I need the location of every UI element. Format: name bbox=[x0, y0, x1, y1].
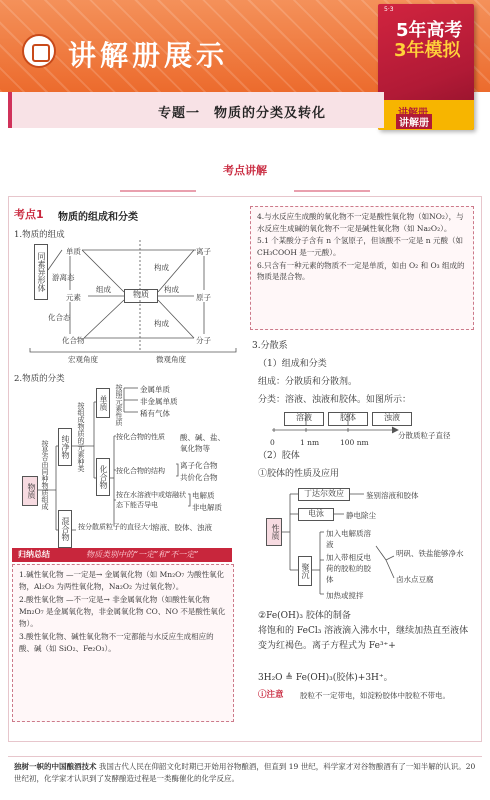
s3-sub1: （1）组成和分类 bbox=[258, 359, 327, 369]
footer-text: 我国古代人民在仰韶文化时期已开始用谷物酿酒，但直到 19 世纪，科学家才对谷物酿酒有了一知半解的认识。20 世纪初，化学家才认识到了发酵酿造过程是一类酶催化的化学反应。 bbox=[14, 762, 476, 783]
s1-huahewu: 化合物 bbox=[62, 336, 85, 345]
tick-2: 100 nm bbox=[340, 438, 369, 447]
note-box bbox=[250, 206, 474, 330]
s1-tong: 同素异形体 bbox=[34, 244, 48, 300]
s1-goucheng3: 构成 bbox=[154, 319, 169, 328]
s1-wuzhi: 物质 bbox=[124, 289, 158, 303]
scale-jiaoti: 胶体 bbox=[328, 412, 368, 426]
book-cover-image bbox=[378, 4, 474, 130]
app-coag-1: 明矾、铁盐能够净水 bbox=[396, 549, 464, 558]
s1-huahe: 化合态 bbox=[48, 313, 71, 322]
s3-sub22: ②Fe(OH)₃ 胶体的制备 bbox=[258, 611, 351, 621]
banner-title: 讲解册展示 bbox=[68, 39, 229, 72]
book-title-2: 3年模拟 bbox=[394, 40, 461, 61]
coag-1: 加入电解质溶液 bbox=[326, 529, 371, 549]
s3-title: 3.分散系 bbox=[252, 341, 288, 351]
s1-weiguan: 微观角度 bbox=[156, 355, 186, 364]
s2-h1: 酸、碱、盐、氧化物等 bbox=[180, 433, 225, 453]
s2-h2l: 按化合物的结构 bbox=[116, 467, 165, 475]
note-p2: 5.1 个某酸分子含有 n 个氢原子，但该酸不一定是 n 元酸（如 CH₃COOH 是一元酸）。 bbox=[257, 236, 464, 257]
book-title-1: 5年高考 bbox=[396, 20, 463, 41]
s2-d2: 非金属单质 bbox=[140, 397, 178, 406]
kaodian-title: 物质的组成和分类 bbox=[58, 212, 138, 223]
s1-lizi: 离子 bbox=[196, 247, 211, 256]
s3-line2: 分类：溶液、浊液和胶体。如图所示： bbox=[258, 395, 412, 405]
tick-0: 0 bbox=[270, 438, 275, 447]
prop-tyndall: 丁达尔效应 bbox=[298, 488, 350, 501]
s2-h3l: 按在水溶液中或熔融状态下能否导电 bbox=[116, 491, 186, 509]
coag-2: 加入带相反电荷的胶粒的胶体 bbox=[326, 553, 371, 584]
attention-text: 注意 bbox=[266, 690, 284, 700]
s1-fenzi: 分子 bbox=[196, 336, 211, 345]
s3-sub21: ①胶体的性质及应用 bbox=[258, 469, 340, 479]
note-p1: 4.与水反应生成酸的氧化物不一定是酸性氧化物（如NO₂），与水反应生成碱的氧化物不一定是碱性氧化物（如 Na₂O₂）。 bbox=[257, 212, 464, 233]
footer-title: 独树一帜的中国酿酒技术 bbox=[14, 762, 97, 771]
divider-left bbox=[120, 190, 196, 192]
s1-yuansu: 元素 bbox=[66, 293, 81, 302]
summary-box bbox=[12, 564, 234, 722]
s1-goucheng2: 构成 bbox=[154, 263, 169, 272]
s2-h4: 溶液、胶体、浊液 bbox=[152, 523, 212, 532]
topic-title: 专题一 物质的分类及转化 bbox=[158, 106, 327, 121]
footer bbox=[8, 756, 482, 792]
s1-goucheng1: 构成 bbox=[164, 285, 179, 294]
app-coag-2: 卤水点豆腐 bbox=[396, 575, 434, 584]
book-seal-icon bbox=[22, 34, 56, 68]
s3-sub2: （2）胶体 bbox=[258, 451, 300, 461]
s2-root: 物质 bbox=[22, 476, 38, 506]
s1-hongguan: 宏观角度 bbox=[68, 355, 98, 364]
s2-h4l: 按分散质粒子的直径大小 bbox=[78, 523, 155, 531]
kaodian-label: 考点1 bbox=[14, 208, 44, 221]
s2-h3a: 电解质 bbox=[192, 491, 215, 500]
colloid-root: 性质 bbox=[266, 518, 282, 546]
s2-d1: 金属单质 bbox=[140, 385, 170, 394]
s3-prep: 将饱和的 FeCl₃ 溶液滴入沸水中，继续加热直至液体变为红褐色。离子方程式为 Fe³⁺+ bbox=[258, 626, 469, 652]
s1-youli: 游离态 bbox=[52, 273, 75, 282]
summary-p3: 3.酸性氧化物、碱性氧化物不一定都能与水反应生成相应的酸、碱（如 SiO₂、Fe₂O₃）。 bbox=[19, 632, 214, 653]
attention-icon: ⓘ bbox=[258, 690, 267, 700]
prop-coagulation: 聚沉 bbox=[298, 556, 312, 586]
s2-danzhi: 单质 bbox=[96, 388, 110, 418]
s3-line1: 组成：分散质和分散剂。 bbox=[258, 377, 358, 387]
s1-yuanzi: 原子 bbox=[196, 293, 211, 302]
scale-zhuoye: 浊液 bbox=[372, 412, 412, 426]
s1-zucheng1: 组成 bbox=[96, 285, 111, 294]
s2-anxingzhi: 按照元素性质 bbox=[115, 384, 123, 426]
s2-d3: 稀有气体 bbox=[140, 409, 170, 418]
s2-title: 2.物质的分类 bbox=[14, 374, 65, 384]
s2-anshifou: 按是否由同种物质组成 bbox=[41, 440, 49, 510]
note-p3: 6.只含有一种元素的物质不一定是单质，如由 O₂ 和 O₃ 组成的物质是混合物。 bbox=[257, 260, 465, 282]
s1-dan: 单质 bbox=[66, 247, 81, 256]
attention-label bbox=[258, 688, 284, 700]
s2-h1l: 按化合物的性质 bbox=[116, 433, 165, 441]
app-tyndall: 鉴别溶液和胶体 bbox=[366, 491, 419, 500]
s1-title: 1.物质的组成 bbox=[14, 230, 65, 240]
s2-chun: 纯净物 bbox=[58, 428, 72, 466]
s2-hun: 混合物 bbox=[58, 510, 72, 548]
s2-h2b: 共价化合物 bbox=[180, 473, 218, 482]
summary-p1: 1.碱性氧化物 —一定是→ 金属氧化物（如 Mn₂O₇ 为酸性氧化物，Al₂O₃ 为两性氧化物，Na₂O₂ 为过氧化物）。 bbox=[19, 570, 225, 591]
s2-anzucheng: 按组成物质的元素种类 bbox=[77, 402, 85, 472]
summary-p2: 2.酸性氧化物 —不一定是→ 非金属氧化物（如酸性氧化物 Mn₂O₇ 是金属氧化物，非金属氧化物 CO、NO 不是酸性氧化物）。 bbox=[19, 595, 226, 628]
app-electrophoresis: 静电除尘 bbox=[346, 511, 376, 520]
s2-huahewu: 化合物 bbox=[96, 458, 110, 496]
scale-rongye: 溶液 bbox=[284, 412, 324, 426]
coag-3: 加热或搅拌 bbox=[326, 591, 364, 600]
book-series: 5·3 bbox=[384, 6, 394, 13]
tick-1: 1 nm bbox=[300, 438, 320, 447]
s3-eq: 3H₂O ≜ Fe(OH)₃(胶体)+3H⁺。 bbox=[258, 673, 393, 683]
axis-label: 分散质粒子直径 bbox=[398, 431, 451, 440]
section-title: 考点讲解 bbox=[223, 164, 267, 177]
s2-h3b: 非电解质 bbox=[192, 503, 222, 512]
summary-label: 归纳总结 bbox=[18, 550, 50, 559]
summary-subtitle: 物质类别中的“一定”和“不一定” bbox=[86, 550, 199, 559]
prop-electrophoresis: 电泳 bbox=[298, 508, 334, 521]
book-label-2: 讲解册 bbox=[396, 114, 432, 129]
attention-note: 胶粒不一定带电，如淀粉胶体中胶粒不带电。 bbox=[300, 691, 450, 700]
s2-h2a: 离子化合物 bbox=[180, 461, 218, 470]
divider-right bbox=[294, 190, 370, 192]
